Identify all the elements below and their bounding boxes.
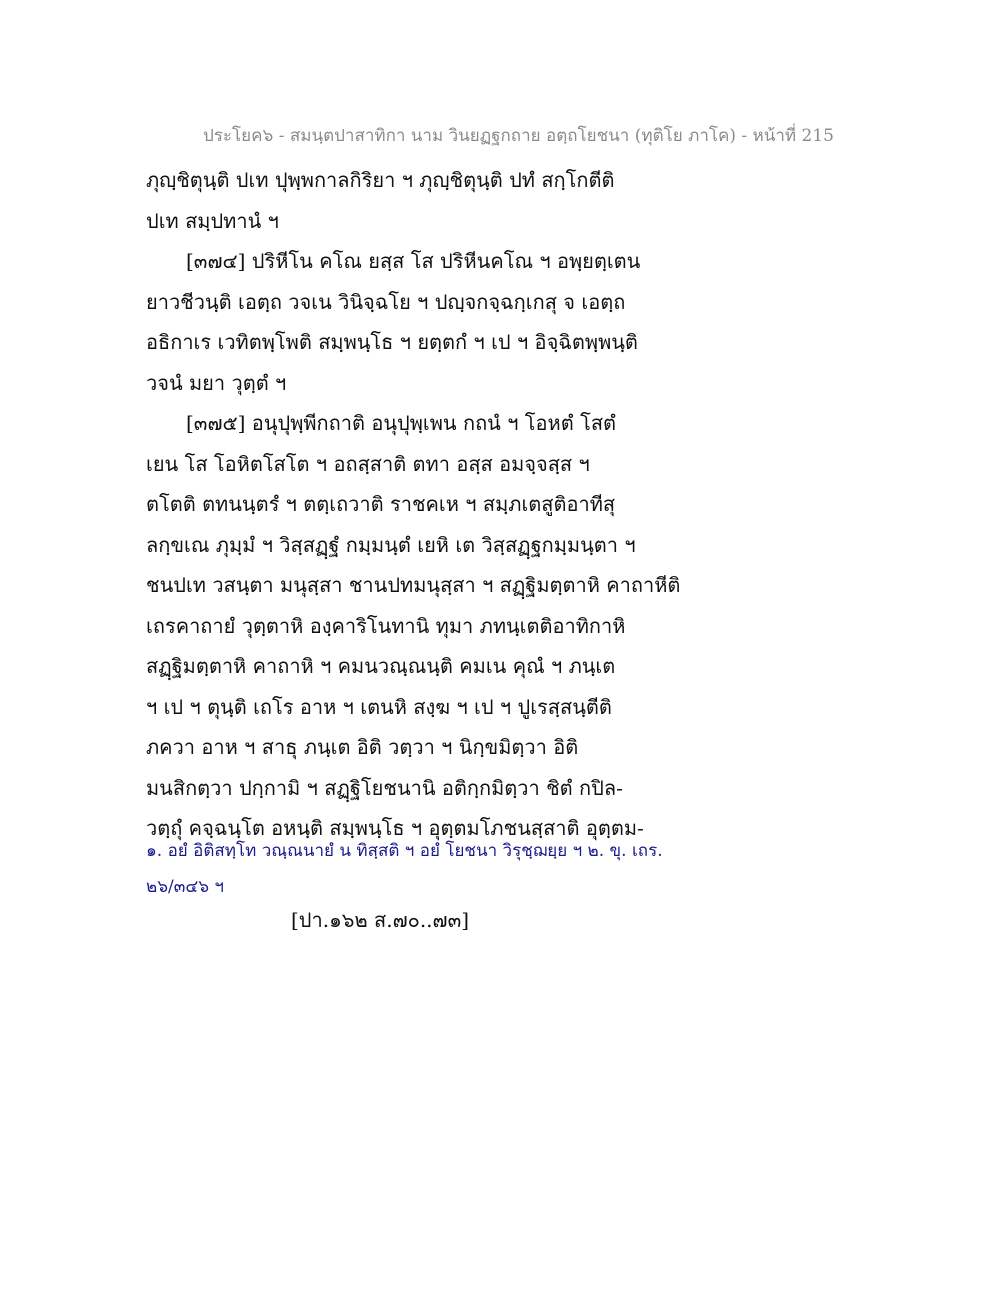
text-line: วจนํ มยา วุตฺตํ ฯ xyxy=(146,370,287,395)
page-header: ประโยค๖ - สมนฺตปาสาทิกา นาม วินยฏฐกถาย อตฺถโยชนา (ทุติโย ภาโค) - หน้าที่ 215 xyxy=(203,126,834,146)
text-line: [๓๗๔] ปริหีโน คโณ ยสฺส โส ปริหีนคโณ ฯ อพฺยตฺเตน xyxy=(186,249,641,273)
body-text xyxy=(146,160,866,849)
footnotes xyxy=(146,833,866,905)
text-line: ฯ เป ฯ ตุนฺติ เถโร อาห ฯ เตนหิ สงฺฆ ฯ เป ฯ ปูเรสฺสนฺตีติ xyxy=(146,694,612,719)
text-line: ภควา อาห ฯ สาธุ ภนฺเต อิติ วตฺวา ฯ นิกฺขมิตฺวา อิติ xyxy=(146,735,579,759)
text-line: วตฺถุํ คจฺฉนฺโต อหนฺติ สมฺพนฺโธ ฯ อุตฺตมโภชนสฺสาติ อุตฺตม- xyxy=(146,816,644,840)
text-line: เถรคาถายํ วุตฺตาหิ องฺคาริโนทานิ ทุมา ภทนฺเตติอาทิกาหิ xyxy=(146,613,626,638)
text-line: ปเท สมฺปทานํ ฯ xyxy=(146,208,279,233)
text-line: ยาวชีวนฺติ เอตฺถ วจเน วินิจฺฉโย ฯ ปญฺจกจฺฉกฺเกสุ จ เอตฺถ xyxy=(146,289,626,314)
text-line: เยน โส โอหิตโสโต ฯ อถสฺสาติ ตทา อสฺส อมจฺจสฺส ฯ xyxy=(146,451,590,476)
text-line: ตโตติ ตทนนฺตรํ ฯ ตตฺเถวาติ ราชคเห ฯ สมฺภเตสูติอาทีสุ xyxy=(146,492,616,516)
text-line: อธิกาเร เวทิตพฺโพติ สมฺพนฺโธ ฯ ยตฺตกํ ฯ เป ฯ อิจฺฉิตพฺพนฺติ xyxy=(146,330,638,354)
page-reference: [ปา.๑๖๒ ส.๗๐..๗๓] xyxy=(291,908,470,932)
text-line: ชนปเท วสนฺตา มนุสฺสา ชานปทมนุสฺสา ฯ สฏฺฐิมตฺตาหิ คาถาหีติ xyxy=(146,573,681,597)
text-line: [๓๗๕] อนุปุพฺพีกถาติ อนุปุพฺเพน กถนํ ฯ โอหตํ โสตํ xyxy=(186,411,617,435)
text-line: สฏฺฐิมตฺตาหิ คาถาหิ ฯ คมนวณฺณนฺติ คมเน คุณํ ฯ ภนฺเต xyxy=(146,654,616,678)
footnote-line: ๑. อยํ อิติสทฺโท วณฺณนายํ น ทิสฺสติ ฯ อยํ โยชนา วิรุชฺฌยฺย ฯ ๒. ขุ. เถร. xyxy=(146,841,663,861)
footnote-line: ๒๖/๓๔๖ ฯ xyxy=(146,877,224,897)
text-line: มนสิกตฺวา ปกฺกามิ ฯ สฏฺฐิโยชนานิ อติกฺกมิตฺวา ชิตํ กปิล- xyxy=(146,775,623,800)
text-line: ลกฺขเณ ภุมฺมํ ฯ วิสฺสฏฺฐํ กมฺมนฺตํ เยหิ เต วิสฺสฏฺฐกมฺมนฺตา ฯ xyxy=(146,532,636,557)
text-line: ภุญฺชิตุนฺติ ปเท ปุพฺพกาลกิริยา ฯ ภุญฺชิตุนฺติ ปทํ สกฺโกตีติ xyxy=(146,168,615,192)
